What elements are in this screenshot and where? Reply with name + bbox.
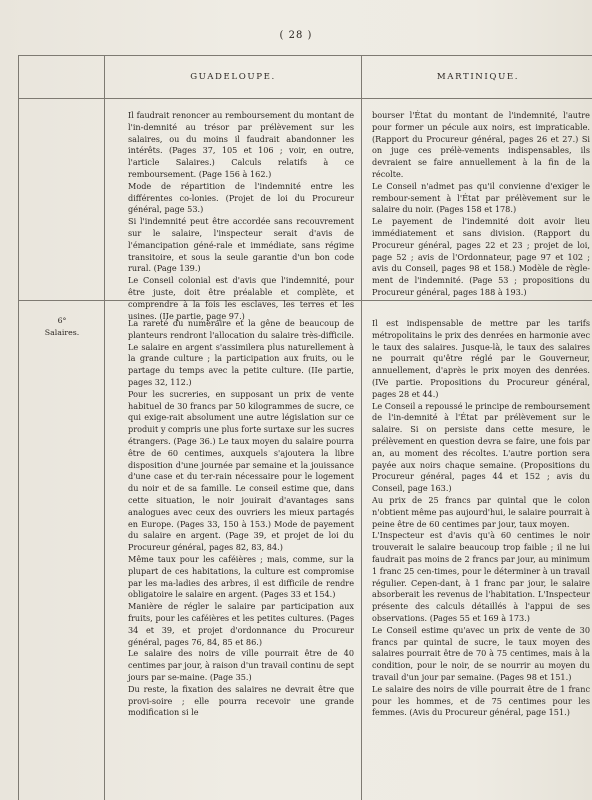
guadeloupe-indemnity-text [128, 110, 354, 322]
paragraph: Le salaire des noirs de ville pourrait être de 40 centimes par jour, à raison d'un travail continu de sept jours par se-maine. (Page 35.) [128, 648, 354, 682]
paragraph: Le salaire des noirs de ville pourrait être de 1 franc pour les hommes, et de 75 centimes pour les femmes. (Avis du Procureur général, page 151.) [372, 683, 590, 718]
paragraph: Le Conseil estime qu'avec un prix de vente de 30 francs par quintal de sucre, le taux moyen des salaires pourrait être de 70 à 75 centimes, mais à la condition, pour le noir, de se nourrir au moyen du travail d'un jour par semaine. (Pages 98 et 151.) [372, 624, 590, 682]
page-number: ( 28 ) [279, 30, 313, 41]
paragraph: Mode de répartition de l'indemnité entre les différentes co-lonies. (Projet de loi du Procureur général, page 53.) [128, 180, 354, 215]
row-label-number: 6° [57, 316, 67, 325]
paragraph: Le Conseil colonial est d'avis que l'indemnité, pour être juste, doit être préalable et complète, et comprendre à la fois les esclaves, les terres et les usines. (IIe partie, page 97.) [128, 275, 354, 321]
paragraph: Manière de régler le salaire par participation aux fruits, pour les caféières et les petites cultures. (Pages 34 et 39, et projet d'ordonnance du Procureur général, pages 76, 84, 85 et 86.) [128, 601, 354, 647]
left-border [18, 55, 19, 800]
paragraph: Si l'indemnité peut être accordée sans recouvrement sur le salaire, l'inspecteur serait d'avis de l'émancipation géné-rale et immédiate, sans régime transitoire, et sous la seule garantie d'un bon code rural. (Page 139.) [128, 216, 354, 274]
row-label [38, 315, 86, 339]
paragraph: Le Conseil n'admet pas qu'il convienne d'exiger le rembour-sement à l'État par prélèvement sur le salaire du noir. (Pages 158 et 178.) [372, 180, 590, 215]
paragraph: La rareté du numéraire et la gêne de beaucoup de planteurs rendront l'allocation du salaire très-difficile. Le salaire en argent s'assimilera plus naturellement à la grande culture ; la participation aux fruits, ou le partage du temps avec la petite culture. (IIe partie, pages 32, 112.) [128, 318, 354, 387]
paragraph: Il est indispensable de mettre par les tarifs métropolitains le prix des denrées en harmonie avec le taux des salaires. Jusque-là, le taux des salaires ne pourrait qu'être réglé par le Gouverneur, annuellement, d'après le prix moyen des denrées. (IVe partie. Propositions du Procureur général, pages 28 et 44.) [372, 318, 590, 399]
header-martinique: MARTINIQUE. [436, 72, 520, 82]
paragraph: Il faudrait renoncer au remboursement du montant de l'in-demnité au trésor par prélèvement sur les salaires, ou du moins il faudrait abandonner les intérêts. (Pages 37, 105 et 106 ; voir, en outre, l'article Salaires.) Calculs relatifs à ce remboursement. (Page 156 à 162.) [128, 110, 354, 179]
guadeloupe-salaires-text [128, 318, 354, 719]
row-label-name: Salaires. [44, 328, 80, 337]
paragraph: Le Conseil a repoussé le principe de remboursement de l'in-demnité à l'État par prélèvement sur le salaire. Si on persiste dans cette mesure, le prélèvement en question devra se faire, une fois par an, au moment des récoltes. L'autre portion sera payée aux noirs chaque semaine. (Propositions du Procureur général, pages 44 et 152 ; avis du Conseil, page 163.) [372, 400, 590, 494]
paragraph: Le payement de l'indemnité doit avoir lieu immédiatement et sans division. (Rapport du Procureur général, pages 22 et 23 ; projet de loi, page 52 ; avis de l'Ordonnateur, page 97 et 102 ; avis du Conseil, pages 98 et 158.) Modèle de règle-ment de l'indemnité. (Page 53 ; propositions du Procureur général, pages 188 à 193.) [372, 216, 590, 297]
paragraph: L'Inspecteur est d'avis qu'à 60 centimes le noir trouverait le salaire beaucoup trop faible ; il ne lui faudrait pas moins de 2 francs par jour, au minimum 1 franc 25 cen-times, pour le déterminer à un travail régulier. Cepen-dant, à 1 franc par jour, le salaire absorberait les revenus de l'habitation. L'Inspecteur présente des calculs détaillés à l'appui de ses observations. (Pages 55 et 169 à 173.) [372, 530, 590, 623]
paragraph: Du reste, la fixation des salaires ne devrait être que provi-soire ; elle pourra recevoir une grande modification si le [128, 683, 354, 718]
paragraph: Pour les sucreries, en supposant un prix de vente habituel de 30 francs par 50 kilogrammes de sucre, ce qui exige-rait absolument une autre législation sur ce produit y compris une plus forte surtaxe sur les sucres étrangers. (Page 36.) Le taux moyen du salaire pourra être de 60 centimes, auxquels s'ajoutera la libre disposition d'une journée par semaine et la jouissance d'une case et du ter-rain nécessaire pour le logement du noir et de sa famille. Le conseil estime que, dans cette situation, le noir jouirait d'avantages sans analogues avec ceux des ouvriers les mieux partagés en Europe. (Pages 33, 150 à 153.) Mode de payement du salaire en argent. (Page 39, et projet de loi du Procureur général, pages 82, 83, 84.) [128, 388, 354, 553]
header-guadeloupe: GUADELOUPE. [190, 72, 276, 82]
martinique-salaires-text [372, 318, 590, 719]
martinique-indemnity-text [372, 110, 590, 299]
label-column-divider [104, 55, 105, 800]
paragraph: Même taux pour les caféières ; mais, comme, sur la plupart de ces habitations, la culture est compromise par les ma-ladies des arbres, il est difficile de rendre obligatoire le salaire en argent. (Pages 33 et 154.) [128, 553, 354, 600]
paragraph: Au prix de 25 francs par quintal que le colon n'obtient même pas aujourd'hui, le salaire pourrait à peine être de 60 centimes par jour, taux moyen. [372, 494, 590, 529]
colony-column-divider [361, 55, 362, 800]
paragraph: bourser l'État du montant de l'indemnité, l'autre pour former un pécule aux noirs, est impraticable. (Rapport du Procureur général, pages 26 et 27.) Si on juge ces prélè-vements indispensables, ils devraient se faire annuellement à la fin de la récolte. [372, 110, 590, 179]
